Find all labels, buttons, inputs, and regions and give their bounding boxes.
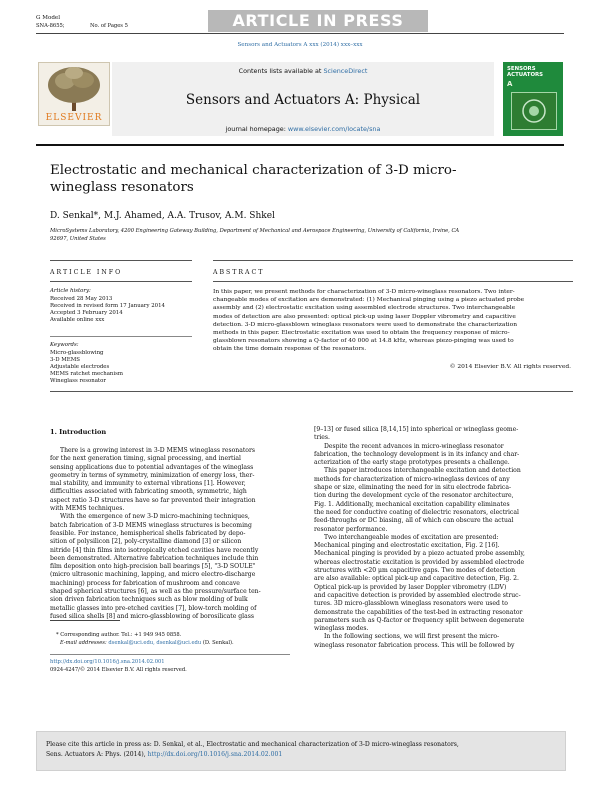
affiliation-line-2: 92697, United States — [50, 236, 106, 242]
text-line: fabrication, the technology development is in its infancy and char- — [314, 450, 520, 458]
authors: D. Senkal*, M.J. Ahamed, A.A. Trusov, A.M. Shkel — [50, 211, 275, 221]
abstract-bottom-rule — [50, 391, 573, 392]
text-line: resonator performance. — [314, 525, 388, 533]
text-line: tion during the development cycle of the resonator architecture, — [314, 492, 514, 500]
text-line: nitride [4] thin films into isotropically etched cavities have recently — [50, 546, 259, 554]
abstract-top-rule — [213, 260, 573, 261]
text-line: with MEMS techniques. — [50, 505, 125, 513]
text-line: demonstrate the capabilities of the test-bed in extracting resonator — [314, 608, 523, 616]
history-item: Accepted 3 February 2014 — [50, 310, 123, 316]
article-info-heading: ARTICLE INFO — [50, 269, 123, 276]
keyword-item: MEMS ratchet mechanism — [50, 371, 123, 377]
text-line: tures. 3D micro-glassblown wineglass resonators were used to — [314, 600, 508, 608]
tree-icon — [39, 63, 109, 113]
text-line: Two interchangeable modes of excitation are presented: — [324, 533, 499, 541]
text-line: Despite the recent advances in micro-wineglass resonator — [324, 442, 504, 450]
affiliation-line-1: MicroSystems Laboratory, 4200 Engineering Gateway Building, Department of Mechanical and Aerospace Engineering, University of California, Irvine, CA — [50, 228, 460, 234]
abstract-line: glassblown resonators showing a Q-factor of 40 000 at 14.8 kHz, whereas piezo-pinging was used to — [213, 338, 514, 345]
contents-prefix: Contents lists available at — [238, 67, 324, 75]
keyword-item: Micro-glassblowing — [50, 350, 104, 356]
article-title: Electrostatic and mechanical characterization of 3-D micro-wineglass resonators — [50, 163, 457, 195]
text-line: sion driven fabrication techniques such as blow molding of bulk — [50, 596, 248, 604]
text-line: Fig. 1. Additionally, mechanical excitation capability eliminates — [314, 500, 510, 508]
homepage-line — [112, 125, 494, 133]
text-line: shaped spherical structures [6], as well as the pressure/surface ten- — [50, 588, 261, 596]
text-line: aspect ratio 3-D structures have so far prevented their integration — [50, 496, 256, 504]
doi-link[interactable]: http://dx.doi.org/10.1016/j.sna.2014.02.001 — [50, 659, 165, 665]
abstract-line: In this paper, we present methods for characterization of 3-D micro-wineglass resonators. Two inter- — [213, 289, 515, 295]
contents-line — [112, 67, 494, 75]
abstract-line: obtain the time domain response of the resonators. — [213, 346, 367, 353]
citation-line[interactable]: Sensors and Actuators A xxx (2014) xxx–xxx — [237, 42, 363, 48]
text-line: film deposition onto high-precision ball bearings [5], "3-D SOULE" — [50, 563, 256, 571]
cite-prefix: Sens. Actuators A: Phys. (2014), — [46, 751, 148, 758]
ref-label: SNA-8655; — [36, 23, 65, 29]
email-line — [60, 640, 234, 646]
keyword-item: Adjustable electrodes — [50, 364, 110, 370]
abstract-line: modes of detection are also presented: optical pick-up using laser Doppler vibrometry and capacitive — [213, 313, 516, 320]
info-top-rule — [50, 260, 192, 261]
elsevier-text: ELSEVIER — [45, 113, 103, 123]
keywords-label: Keywords: — [50, 342, 79, 348]
abstract-body — [213, 288, 571, 354]
cover-title: SENSORS ACTUATORS — [507, 66, 544, 78]
text-line: are also available: optical pick-up and capacitive detection, Fig. 2. — [314, 575, 519, 583]
publisher-logo — [38, 62, 110, 126]
cite-line-1: Please cite this article in press as: D. Senkal, et al., Electrostatic and mechanical characterization of 3-D micro-wineglass resonators, — [46, 741, 459, 748]
text-line: sensing applications due to potential advantages of the wineglass — [50, 463, 254, 471]
text-line: metallic glasses into pre-etched cavities [7], blow-torch molding of — [50, 604, 257, 612]
history-item: Available online xxx — [50, 317, 105, 323]
text-line: fused silica shells [8] and micro-glassblowing of borosilicate glass — [50, 612, 255, 620]
history-label: Article history: — [50, 288, 91, 294]
text-line: shape or size, eliminating the need for in situ electrode fabrica- — [314, 484, 512, 492]
abstract-heading: ABSTRACT — [213, 269, 265, 276]
cover-graphic-icon — [512, 93, 556, 129]
text-line: machining) process for fabrication of mushroom and concave — [50, 579, 240, 587]
header-rule — [36, 33, 564, 34]
text-line: [9–13] or fused silica [8,14,15] into spherical or wineglass geome- — [314, 426, 519, 433]
history-list — [50, 296, 165, 324]
text-line: tries. — [314, 434, 330, 442]
model-label: G Model — [36, 15, 61, 21]
journal-cover — [503, 62, 563, 136]
history-item: Received 28 May 2013 — [50, 296, 113, 302]
text-line: batch fabrication of 3-D MEMS wineglass structures is becoming — [50, 521, 252, 529]
keyword-item: 3-D MEMS — [50, 357, 80, 363]
text-line: wineglass modes. — [314, 625, 369, 633]
sciencedirect-link[interactable]: ScienceDirect — [323, 67, 368, 75]
text-line: This paper introduces interchangeable excitation and detection — [324, 467, 521, 475]
text-line: There is a growing interest in 3-D MEMS wineglass resonators — [60, 447, 256, 454]
doi-rule — [50, 654, 290, 655]
abstract-line: changeable modes of excitation are demonstrated: (1) Mechanical pinging using a piezo actuated probe — [213, 297, 525, 304]
homepage-label: journal homepage: — [225, 125, 288, 133]
issn-line: 0924-4247/© 2014 Elsevier B.V. All rights reserved. — [50, 667, 187, 673]
cover-sub: A — [507, 80, 513, 88]
cover-image — [511, 92, 557, 130]
text-line: parameters such as Q-factor or frequency split between degenerate — [314, 616, 525, 624]
text-line: In the following sections, we will first present the micro- — [324, 633, 500, 641]
text-line: (micro ultrasonic machining, lapping, and micro electro-discharge — [50, 571, 256, 579]
abstract-heading-rule — [213, 281, 573, 282]
corresponding-author: * Corresponding author. Tel.: +1 949 945 0858. — [56, 632, 182, 638]
text-line: for the next generation timing, signal processing, and inertial — [50, 455, 241, 463]
text-line: sition of polysilicon [2], poly-crystalline diamond [3] or silicon — [50, 538, 242, 546]
email-label: E-mail addresses: — [60, 640, 109, 646]
text-line: Mechanical pinging is provided by a piezo actuated probe assembly, — [314, 550, 525, 558]
text-line: feasible. For instance, hemispherical shells fabricated by depo- — [50, 529, 246, 537]
text-line: wineglass resonator fabrication process. This will be followed by — [314, 641, 515, 649]
text-line: Optical pick-up is provided by laser Doppler vibrometry (LDV) — [314, 583, 507, 591]
intro-left-column — [50, 447, 290, 621]
intro-heading: 1. Introduction — [50, 428, 107, 436]
text-line: methods for characterization of micro-wineglass devices of any — [314, 475, 510, 483]
text-line: difficulties associated with fabricating smooth, symmetric, high — [50, 488, 247, 496]
info-heading-rule — [50, 281, 192, 282]
abstract-line: detection. 3-D micro-glassblown wineglass resonators were used to demonstrate the characterization — [213, 321, 517, 328]
text-line: Mechanical pinging and electrostatic excitation, Fig. 2 [16]. — [314, 542, 500, 550]
history-item: Received in revised form 17 January 2014 — [50, 303, 165, 309]
journal-title: Sensors and Actuators A: Physical — [185, 92, 421, 108]
text-line: geometry in terms of symmetry, minimization of energy loss, ther- — [50, 471, 255, 479]
text-line: feed-throughs or DC biasing, all of which can obscure the actual — [314, 517, 514, 525]
copyright: © 2014 Elsevier B.V. All rights reserved. — [449, 364, 571, 370]
text-line: With the emergence of new 3-D micro-machining techniques, — [60, 513, 250, 521]
abstract-line: methods in this paper. Electrostatic excitation was used to obtain the frequency response of micro- — [213, 330, 510, 337]
text-line: acterization of the early stage prototypes presents a challenge. — [314, 459, 510, 467]
text-line: structures with <20 μm capacitive gaps. Two modes of detection — [314, 567, 516, 575]
intro-right-column — [314, 426, 566, 650]
homepage-url[interactable]: www.elsevier.com/locate/sna — [287, 125, 381, 133]
text-line: the need for conductive coating of dielectric resonators, electrical — [314, 508, 519, 516]
info-mid-rule — [50, 336, 192, 337]
abstract-line: assembly and (2) electrostatic excitation using assembled electrode structures. Two interchangeable — [213, 305, 516, 312]
cite-doi-link[interactable]: http://dx.doi.org/10.1016/j.sna.2014.02.001 — [147, 751, 283, 758]
text-line: whereas electrostatic excitation is provided by assembled electrode — [314, 558, 525, 566]
text-line: been demonstrated. Alternative fabrication techniques include thin — [50, 554, 259, 562]
banner-text: ARTICLE IN PRESS — [232, 11, 404, 30]
email-links[interactable]: dsenkal@uci.edu, dsenkal@uci.edu — [108, 640, 202, 646]
keyword-item: Wineglass resonator — [50, 378, 106, 384]
cite-line-2 — [46, 751, 282, 758]
masthead-rule — [36, 144, 564, 146]
footnote-rule — [50, 620, 120, 621]
text-line: mal stability, and immunity to external vibrations [1]. However, — [50, 480, 246, 488]
pages-label: No. of Pages 5 — [90, 23, 128, 29]
keywords-list — [50, 350, 123, 385]
text-line: and capacitive detection is provided by assembled electrode struc- — [314, 591, 521, 599]
email-suffix: (D. Senkal). — [201, 640, 234, 646]
